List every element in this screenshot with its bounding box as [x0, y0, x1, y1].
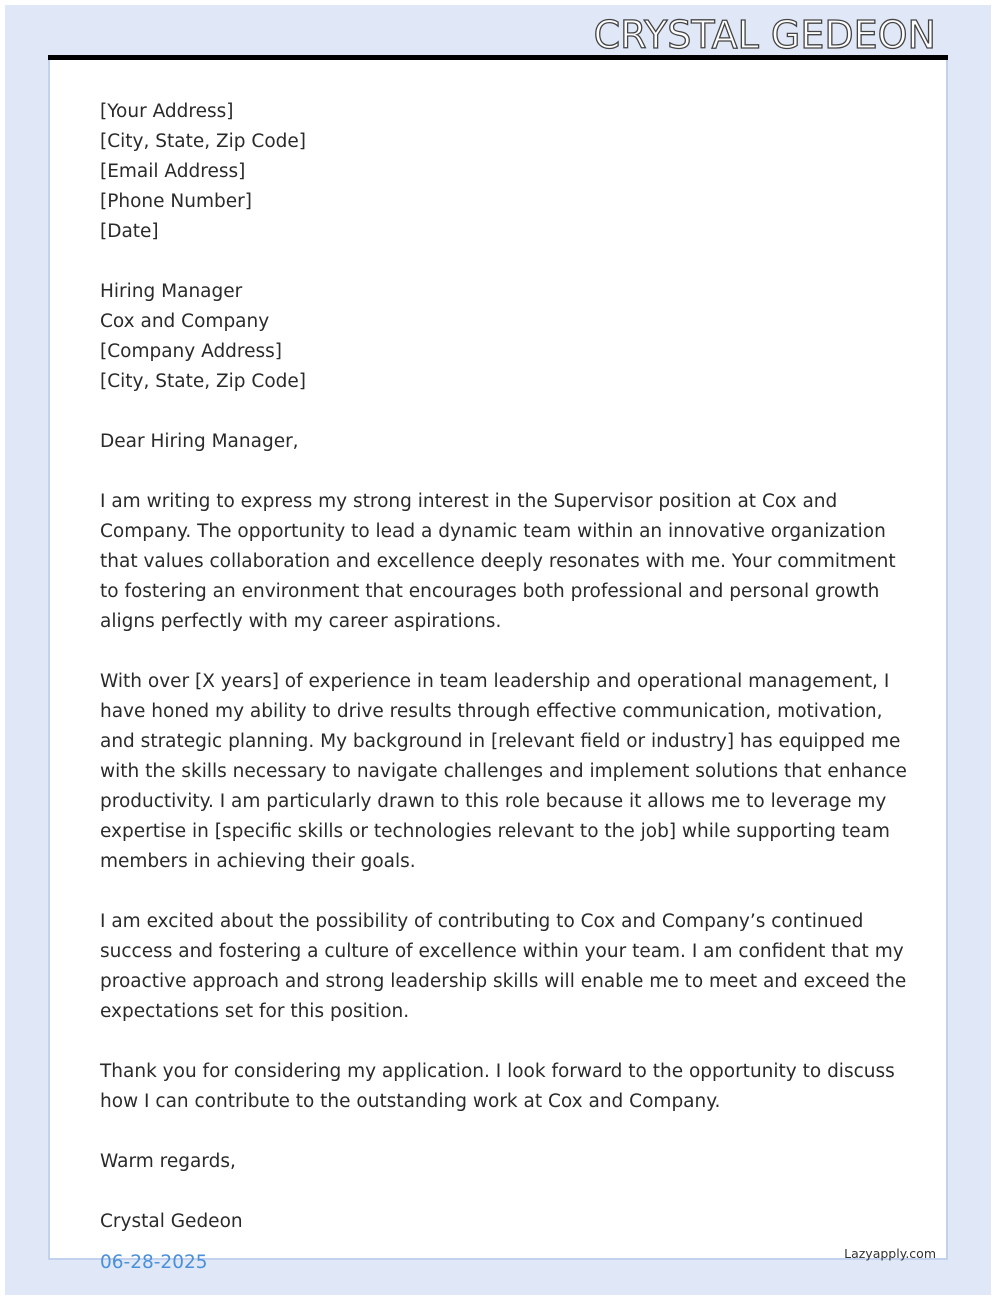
- sender-email: [Email Address]: [100, 161, 246, 182]
- body-paragraph-3: I am excited about the possibility of contributing to Cox and Company’s continued success and fostering a culture of excellence within your team. I am confident that my proactive approach and strong leadership skills will enable me to meet and exceed the expectations set for this position.: [100, 911, 907, 1022]
- recipient-title: Hiring Manager: [100, 281, 243, 302]
- body-paragraph-2: With over [X years] of experience in team leadership and operational management, I have honed my ability to drive results through effective communication, motivation, and strategic planning. My background in [relevant field or industry] has equipped me with the skills necessary to navigate challenges and implement solutions that enhance productivity. I am particularly drawn to this role because it allows me to leverage my expertise in [specific skills or technologies relevant to the job] while supporting team members in achieving their goals.: [100, 671, 907, 872]
- recipient-address: [Company Address]: [100, 341, 283, 362]
- sender-address: [Your Address]: [100, 101, 234, 122]
- body-paragraph-1: I am writing to express my strong interest in the Supervisor position at Cox and Company. The opportunity to lead a dynamic team within an innovative organization that values collaboration and excellence deeply resonates with me. Your commitment to fostering an environment that encourages both professional and personal growth aligns perfectly with my career aspirations.: [100, 491, 896, 632]
- cover-letter-body: [100, 97, 910, 1237]
- sender-phone: [Phone Number]: [100, 191, 252, 212]
- salutation: Dear Hiring Manager,: [100, 431, 299, 452]
- body-paragraph-4: Thank you for considering my application. I look forward to the opportunity to discuss how I can contribute to the outstanding work at Cox and Company.: [100, 1061, 895, 1112]
- signature-name: Crystal Gedeon: [100, 1211, 243, 1232]
- sender-date: [Date]: [100, 221, 159, 242]
- footer-date: 06-28-2025: [100, 1252, 208, 1273]
- recipient-company: Cox and Company: [100, 311, 270, 332]
- closing: Warm regards,: [100, 1151, 236, 1172]
- applicant-name-header: CRYSTAL GEDEON: [593, 13, 936, 57]
- recipient-city-state-zip: [City, State, Zip Code]: [100, 371, 306, 392]
- recipient-block: [100, 277, 910, 397]
- sender-block: [100, 97, 910, 247]
- lazyapply-watermark: Lazyapply.com: [844, 1246, 936, 1261]
- sender-city-state-zip: [City, State, Zip Code]: [100, 131, 306, 152]
